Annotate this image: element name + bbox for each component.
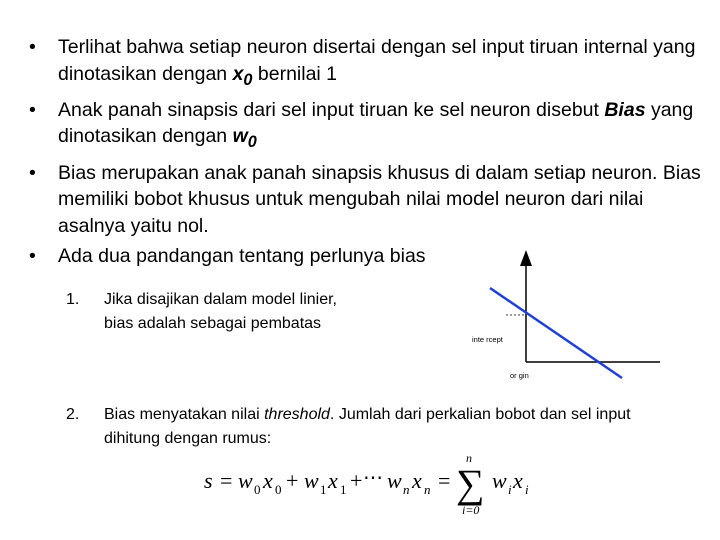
formula-w: w xyxy=(387,468,402,493)
formula-x: x xyxy=(412,468,422,493)
item-number: 1. xyxy=(66,291,80,308)
bullet-text: Ada dua pandangan tentang perlunya bias xyxy=(58,245,426,268)
threshold-term: threshold xyxy=(264,406,330,423)
formula-equals: = xyxy=(220,468,233,493)
intercept-label: inte rcept xyxy=(472,335,503,344)
sum-upper: n xyxy=(466,452,472,465)
item-text-part: . Jumlah dari perkalian bobot dan sel input dihitung dengan rumus: xyxy=(104,406,631,447)
bias-formula xyxy=(200,452,540,522)
bullet-dot: • xyxy=(29,161,36,184)
bullet-dot: • xyxy=(29,36,36,58)
linear-model-graph xyxy=(466,244,666,384)
formula-x: x xyxy=(263,468,273,493)
formula-plus: + xyxy=(350,468,363,493)
subscript: 0 xyxy=(243,70,253,89)
formula-w: w xyxy=(304,468,319,493)
variable-x: x xyxy=(232,62,244,85)
formula-x: x xyxy=(513,468,523,493)
formula-sub: 0 xyxy=(275,482,282,497)
bullet-item xyxy=(26,160,706,240)
bullet-text: bernilai 1 xyxy=(252,62,338,85)
sigma-icon: ∑ xyxy=(456,461,485,506)
item-line: bias adalah sebagai pembatas xyxy=(104,315,322,332)
formula-w: w xyxy=(238,468,253,493)
origin-label: or gin xyxy=(510,371,529,380)
formula-dots: ⋯ xyxy=(363,467,383,489)
formula-sub: n xyxy=(403,482,410,497)
formula-x: x xyxy=(328,468,338,493)
formula-plus: + xyxy=(286,468,299,493)
item-number: 2. xyxy=(66,406,80,423)
formula-w: w xyxy=(492,468,507,493)
formula-sub: i xyxy=(525,482,529,497)
y-axis-arrow-icon xyxy=(520,250,532,266)
numbered-item xyxy=(66,403,686,451)
regression-line xyxy=(490,288,622,378)
bullet-text: Bias merupakan anak panah sinapsis khusus di dalam setiap neuron. Bias memiliki bobot khusus untuk mengubah nilai model neuron dari nilai asalnya yaitu nol. xyxy=(58,161,701,237)
formula-sub: 1 xyxy=(320,482,327,497)
subscript: 0 xyxy=(247,133,257,152)
formula-sub: i xyxy=(508,482,512,497)
sum-lower: i=0 xyxy=(462,503,480,517)
bullet-item xyxy=(26,34,706,93)
bullet-text: Terlihat bahwa setiap neuron disertai dengan sel input tiruan internal yang dinotasikan dengan xyxy=(58,36,696,85)
formula-equals: = xyxy=(438,468,451,493)
bias-term: Bias xyxy=(604,98,646,121)
formula-s: s xyxy=(204,468,213,493)
formula-sub: n xyxy=(424,482,431,497)
bullet-list xyxy=(26,34,706,274)
bullet-dot: • xyxy=(29,98,36,121)
bullet-text: Anak panah sinapsis dari sel input tiruan ke sel neuron disebut xyxy=(58,98,605,121)
formula-sub: 0 xyxy=(254,482,261,497)
bullet-item xyxy=(26,97,706,156)
bullet-dot: • xyxy=(29,245,36,268)
formula-sub: 1 xyxy=(340,482,347,497)
item-line: Jika disajikan dalam model linier, xyxy=(104,291,337,308)
variable-w: w xyxy=(232,125,248,148)
item-text-part: Bias menyatakan nilai xyxy=(104,406,265,423)
bullet-text: yang dinotasikan dengan xyxy=(58,98,694,148)
item-text xyxy=(66,403,686,451)
